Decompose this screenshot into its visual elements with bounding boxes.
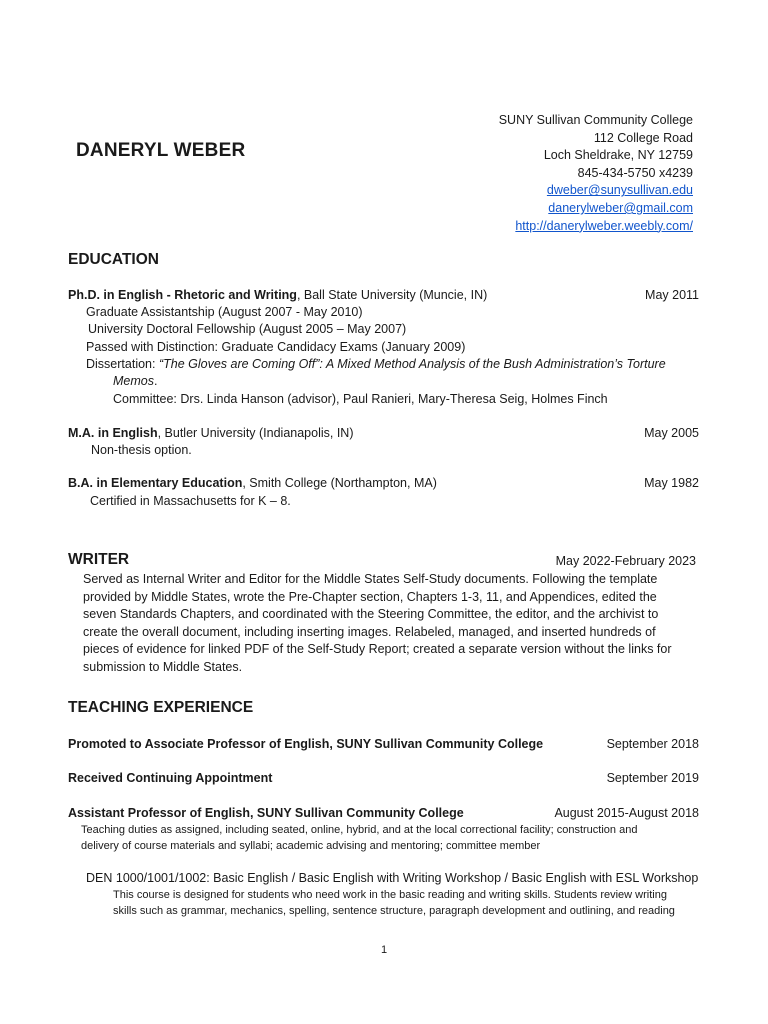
writer-line: submission to Middle States. bbox=[83, 659, 243, 674]
ma-date: May 2005 bbox=[644, 426, 699, 440]
phd-school: , Ball State University (Muncie, IN) bbox=[296, 288, 488, 302]
teaching-heading: TEACHING EXPERIENCE bbox=[68, 699, 254, 716]
course-line: skills such as grammar, mechanics, spelling, sentence structure, paragraph development and outlining, and reading bbox=[113, 905, 675, 917]
phd-line bbox=[68, 287, 487, 305]
resume-name: DANERYL WEBER bbox=[76, 140, 246, 161]
dissertation-line bbox=[86, 356, 666, 374]
teaching-item-title: Received Continuing Appointment bbox=[68, 771, 273, 785]
duties-line: Teaching duties as assigned, including seated, online, hybrid, and at the local correctional facility; construction and bbox=[81, 824, 638, 836]
education-heading: EDUCATION bbox=[68, 251, 159, 268]
phd-detail: Graduate Assistantship (August 2007 - May 2010) bbox=[86, 305, 363, 319]
ba-detail: Certified in Massachusetts for K – 8. bbox=[90, 494, 291, 508]
dissertation-title: “The Gloves are Coming Off”: A Mixed Method Analysis of the Bush Administration’s Torture bbox=[158, 357, 666, 371]
phd-degree: Ph.D. in English - Rhetoric and Writing bbox=[68, 288, 297, 302]
contact-phone: 845-434-5750 x4239 bbox=[577, 165, 693, 180]
email-work-link[interactable]: dweber@sunysullivan.edu bbox=[546, 183, 693, 198]
ma-line bbox=[68, 425, 354, 443]
writer-heading: WRITER bbox=[68, 551, 130, 568]
writer-date: May 2022-February 2023 bbox=[555, 554, 696, 568]
teaching-item-date: September 2019 bbox=[606, 771, 699, 785]
teaching-item-date: August 2015-August 2018 bbox=[554, 806, 699, 820]
teaching-item-date: September 2018 bbox=[606, 737, 699, 751]
contact-city: Loch Sheldrake, NY 12759 bbox=[543, 148, 693, 163]
ma-detail: Non-thesis option. bbox=[91, 443, 192, 457]
ba-line bbox=[68, 475, 437, 493]
course-line: This course is designed for students who need work in the basic reading and writing skills. Students review writing bbox=[113, 889, 667, 901]
contact-street: 112 College Road bbox=[593, 130, 693, 145]
dissertation-end: . bbox=[153, 374, 158, 388]
writer-line: seven Standards Chapters, and coordinated with the Steering Committee, the editor, and the archivist to bbox=[83, 607, 659, 622]
dissertation-title-cont: Memos bbox=[113, 374, 154, 388]
writer-line: provided by Middle States, wrote the Pre-Chapter section, Chapters 1-3, 11, and Appendices, edited the bbox=[83, 589, 657, 604]
ma-school: , Butler University (Indianapolis, IN) bbox=[157, 426, 354, 440]
website-link[interactable]: http://danerylweber.weebly.com/ bbox=[515, 218, 693, 233]
phd-detail: Passed with Distinction: Graduate Candidacy Exams (January 2009) bbox=[86, 340, 466, 354]
teaching-item-title: Assistant Professor of English, SUNY Sullivan Community College bbox=[68, 806, 464, 820]
phd-date: May 2011 bbox=[645, 288, 699, 302]
ba-date: May 1982 bbox=[644, 476, 699, 490]
ba-degree: B.A. in Elementary Education bbox=[68, 476, 243, 490]
writer-description bbox=[83, 571, 723, 677]
writer-line: Served as Internal Writer and Editor for the Middle States Self-Study documents. Following the template bbox=[83, 572, 658, 586]
contact-institution: SUNY Sullivan Community College bbox=[498, 113, 693, 127]
email-personal-link[interactable]: danerylweber@gmail.com bbox=[548, 200, 693, 215]
ma-degree: M.A. in English bbox=[68, 426, 158, 440]
contact-block bbox=[499, 112, 693, 235]
course-title: DEN 1000/1001/1002: Basic English / Basic English with Writing Workshop / Basic English with ESL Workshop bbox=[86, 871, 699, 885]
dissertation-line-2 bbox=[113, 373, 157, 391]
committee-line: Committee: Drs. Linda Hanson (advisor), Paul Ranieri, Mary-Theresa Seig, Holmes Finch bbox=[113, 392, 608, 406]
phd-detail: University Doctoral Fellowship (August 2005 – May 2007) bbox=[88, 322, 407, 336]
page-number: 1 bbox=[380, 944, 388, 956]
writer-line: create the overall document, including inserting images. Relabeled, managed, and inserted hundreds of bbox=[83, 624, 656, 639]
teaching-duties bbox=[81, 822, 637, 854]
duties-line: delivery of course materials and syllabi; academic advising and mentoring; committee member bbox=[81, 840, 541, 852]
dissertation-label: Dissertation: bbox=[86, 357, 159, 371]
teaching-item-title: Promoted to Associate Professor of English, SUNY Sullivan Community College bbox=[68, 737, 544, 751]
writer-line: pieces of evidence for linked PDF of the Self-Study Report; created a separate version without the links for bbox=[83, 642, 672, 657]
ba-school: , Smith College (Northampton, MA) bbox=[242, 476, 437, 490]
course-description bbox=[113, 887, 675, 919]
